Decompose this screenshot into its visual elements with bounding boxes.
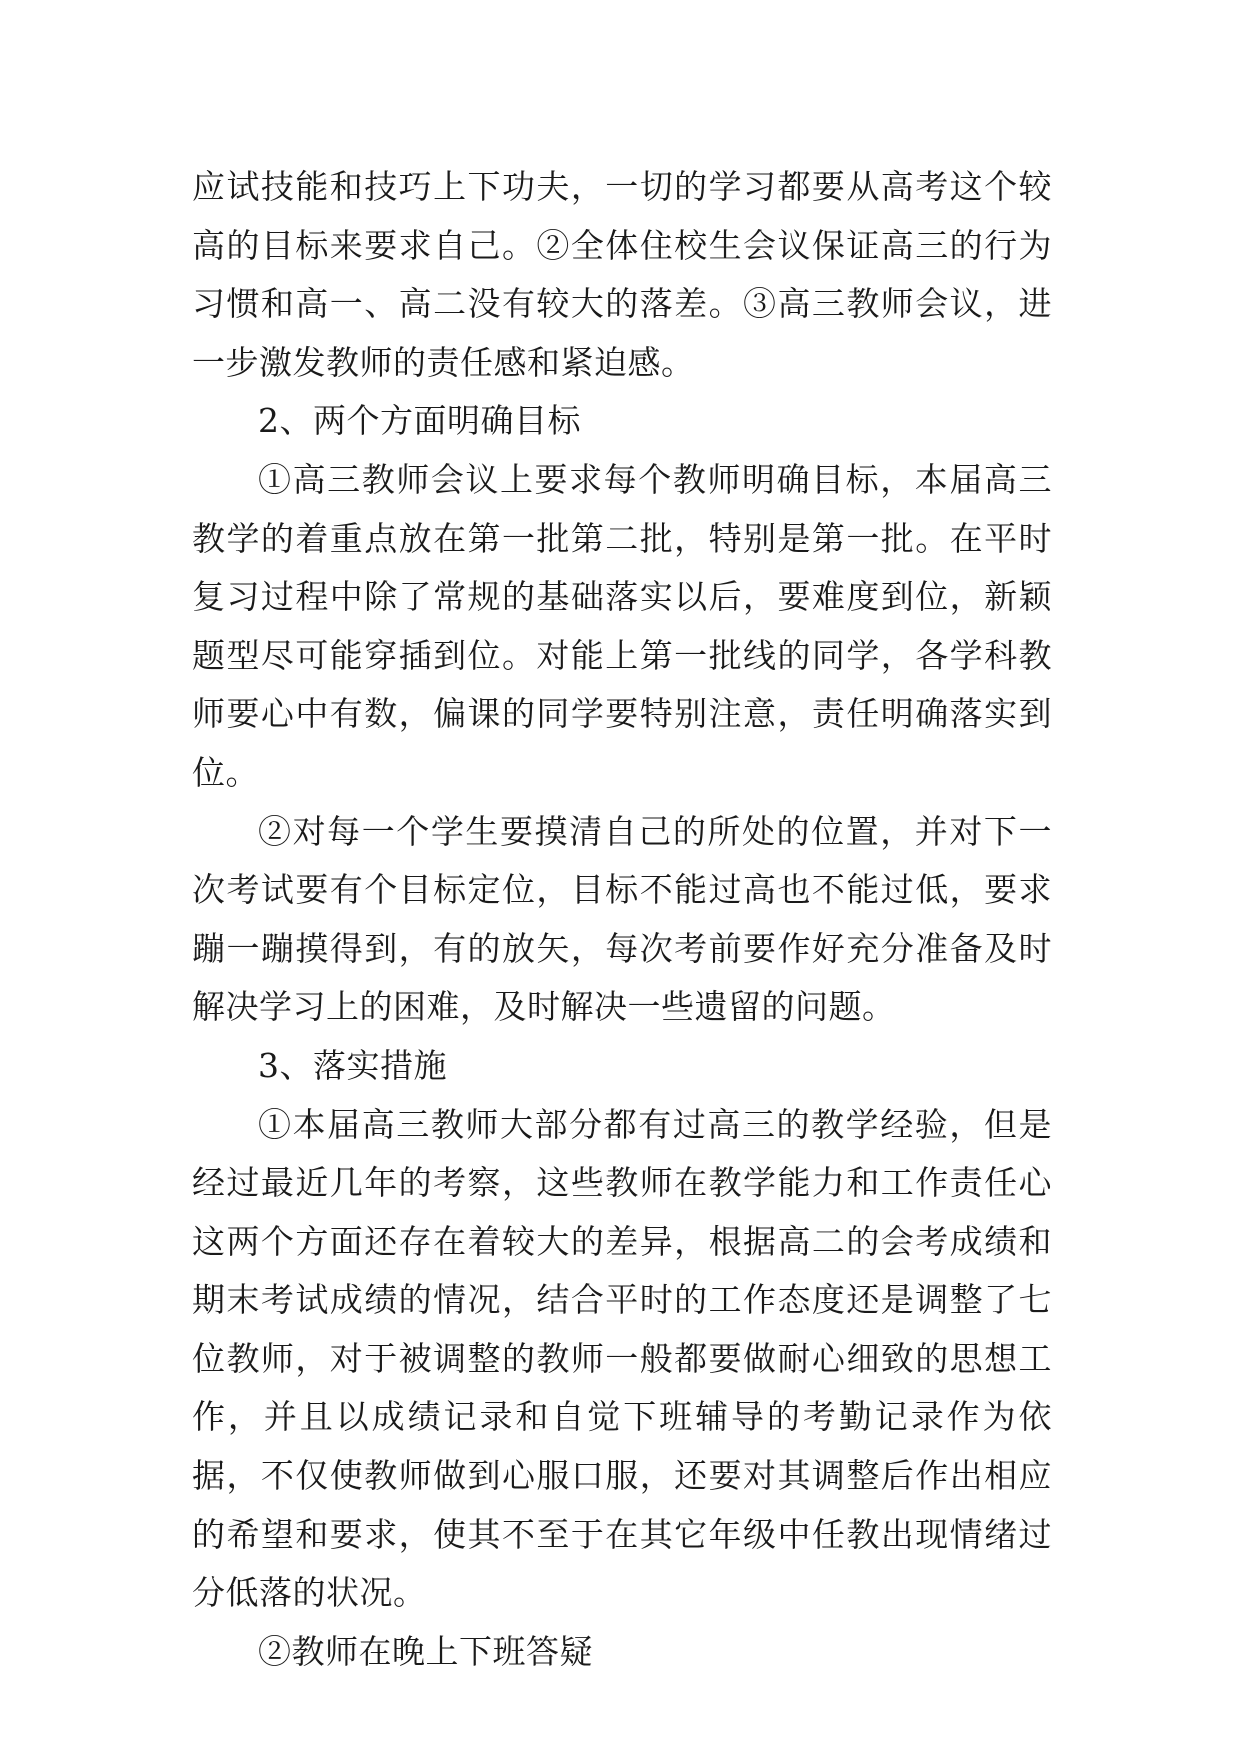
document-body [192, 158, 1052, 1681]
section-heading-goals: 2、两个方面明确目标 [258, 401, 581, 441]
paragraph-measure-1: ①本届高三教师大部分都有过高三的教学经验，但是经过最近几年的考察，这些教师在教学能力和工作责任心这两个方面还存在着较大的差异，根据高二的会考成绩和期末考试成绩的情况，结合平时的工作态度还是调整了七位教师，对于被调整的教师一般都要做耐心细致的思想工作，并且以成绩记录和自觉下班辅导的考勤记录作为依据，不仅使教师做到心服口服，还要对其调整后作出相应的希望和要求，使其不至于在其它年级中任教出现情绪过分低落的状况。 [192, 1104, 1052, 1613]
section-heading-measures: 3、落实措施 [258, 1045, 447, 1085]
paragraph-goal-2: ②对每一个学生要摸清自己的所处的位置，并对下一次考试要有个目标定位，目标不能过高也不能过低，要求蹦一蹦摸得到，有的放矢，每次考前要作好充分准备及时解决学习上的困难，及时解决一些遗留的问题。 [192, 811, 1052, 1027]
paragraph-goal-1: ①高三教师会议上要求每个教师明确目标，本届高三教学的着重点放在第一批第二批，特别是第一批。在平时复习过程中除了常规的基础落实以后，要难度到位，新颖题型尽可能穿插到位。对能上第一批线的同学，各学科教师要心中有数，偏课的同学要特别注意，责任明确落实到位。 [192, 459, 1052, 792]
paragraph-continuation: 应试技能和技巧上下功夫，一切的学习都要从高考这个较高的目标来要求自己。②全体住校生会议保证高三的行为习惯和高一、高二没有较大的落差。③高三教师会议，进一步激发教师的责任感和紧迫感。 [192, 167, 1052, 382]
paragraph-measure-2: ②教师在晚上下班答疑 [258, 1631, 593, 1671]
